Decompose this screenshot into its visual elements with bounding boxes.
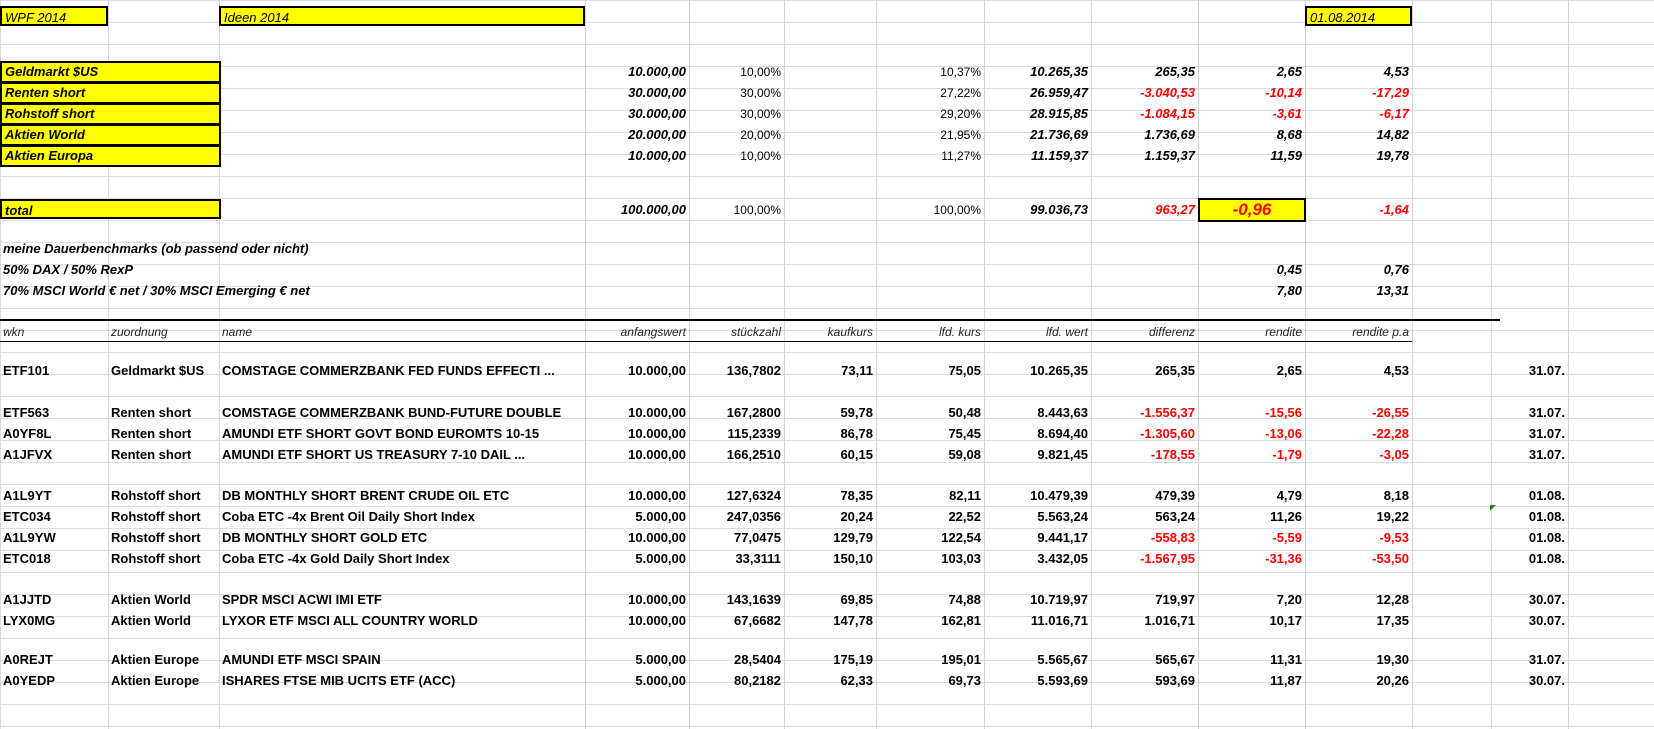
table-row-zuordnung[interactable]: Aktien Europe bbox=[111, 673, 200, 688]
summary-anfangswert[interactable]: 30.000,00 bbox=[628, 106, 686, 121]
col-header-lfd-kurs[interactable]: lfd. kurs bbox=[938, 325, 981, 339]
table-row-kaufkurs[interactable]: 62,33 bbox=[840, 673, 873, 688]
table-row-zuordnung[interactable]: Aktien World bbox=[111, 613, 191, 628]
summary-pct-start[interactable]: 30,00% bbox=[740, 107, 781, 121]
table-row-zuordnung[interactable]: Rohstoff short bbox=[111, 488, 201, 503]
header-top-border bbox=[0, 319, 1500, 321]
table-row-rendite[interactable]: -5,59 bbox=[1272, 530, 1302, 545]
summary-pct-start[interactable]: 30,00% bbox=[740, 86, 781, 100]
summary-rendite-pa[interactable]: 4,53 bbox=[1383, 64, 1409, 79]
table-row-rendite-pa[interactable]: 12,28 bbox=[1376, 592, 1409, 607]
col-header-rendite[interactable]: rendite bbox=[1265, 325, 1302, 339]
table-row-datum[interactable]: 31.07. bbox=[1528, 426, 1565, 441]
table-row-anfangswert[interactable]: 5.000,00 bbox=[635, 673, 686, 688]
table-row-datum[interactable]: 31.07. bbox=[1528, 447, 1565, 462]
col-header-kaufkurs[interactable]: kaufkurs bbox=[827, 325, 873, 339]
table-row-wkn[interactable]: A1L9YT bbox=[3, 488, 52, 503]
table-row-rendite[interactable]: 11,31 bbox=[1270, 652, 1302, 667]
summary-differenz[interactable]: -1.084,15 bbox=[1140, 106, 1195, 121]
table-row-datum[interactable]: 30.07. bbox=[1528, 613, 1565, 628]
summary-wert[interactable]: 21.736,69 bbox=[1030, 127, 1088, 142]
table-row-rendite-pa[interactable]: -22,28 bbox=[1372, 426, 1409, 441]
table-row-lfd-kurs[interactable]: 50,48 bbox=[948, 405, 981, 420]
summary-pct-current[interactable]: 11,27% bbox=[941, 149, 981, 163]
table-row-lfd-wert[interactable]: 11.016,71 bbox=[1030, 613, 1088, 628]
table-row-name[interactable]: AMUNDI ETF SHORT US TREASURY 7-10 DAIL ... bbox=[222, 447, 526, 462]
summary-rendite-pa[interactable]: -17,29 bbox=[1372, 85, 1409, 100]
table-row-wkn[interactable]: A0YEDP bbox=[3, 673, 56, 688]
table-row-lfd-kurs[interactable]: 122,54 bbox=[941, 530, 981, 545]
cell-benchmark-1-rendite[interactable]: 0,45 bbox=[1276, 262, 1302, 277]
table-row-anfangswert[interactable]: 5.000,00 bbox=[635, 509, 686, 524]
table-row-wkn[interactable]: A1JJTD bbox=[3, 592, 52, 607]
table-row-kaufkurs[interactable]: 78,35 bbox=[840, 488, 873, 503]
table-row-anfangswert[interactable]: 10.000,00 bbox=[628, 447, 686, 462]
table-row-rendite-pa[interactable]: 19,30 bbox=[1376, 652, 1409, 667]
table-row-lfd-wert[interactable]: 8.694,40 bbox=[1037, 426, 1088, 441]
cell-total-wert[interactable]: 99.036,73 bbox=[1030, 202, 1088, 217]
table-row-stueckzahl[interactable]: 28,5404 bbox=[734, 652, 781, 667]
col-header-anfangswert[interactable]: anfangswert bbox=[620, 325, 686, 339]
table-row-datum[interactable]: 01.08. bbox=[1528, 488, 1565, 503]
table-row-anfangswert[interactable]: 10.000,00 bbox=[628, 405, 686, 420]
table-row-lfd-wert[interactable]: 8.443,63 bbox=[1037, 405, 1088, 420]
table-row-wkn[interactable]: ETF563 bbox=[3, 405, 50, 420]
cell-wpf-title[interactable]: WPF 2014 bbox=[0, 6, 108, 26]
table-row-rendite-pa[interactable]: -9,53 bbox=[1379, 530, 1409, 545]
table-row-name[interactable]: DB MONTHLY SHORT BRENT CRUDE OIL ETC bbox=[222, 488, 510, 503]
table-row-differenz[interactable]: 719,97 bbox=[1155, 592, 1195, 607]
summary-pct-current[interactable]: 29,20% bbox=[940, 107, 981, 121]
table-row-datum[interactable]: 01.08. bbox=[1528, 551, 1565, 566]
table-row-anfangswert[interactable]: 10.000,00 bbox=[628, 592, 686, 607]
summary-pct-current[interactable]: 27,22% bbox=[940, 86, 981, 100]
cell-ideen-title[interactable]: Ideen 2014 bbox=[219, 6, 585, 26]
summary-label[interactable]: Geldmarkt $US bbox=[0, 61, 221, 83]
table-row-datum[interactable]: 01.08. bbox=[1528, 530, 1565, 545]
table-row-differenz[interactable]: 265,35 bbox=[1155, 363, 1195, 378]
table-row-wkn[interactable]: A1L9YW bbox=[3, 530, 56, 545]
cell-total-label[interactable]: total bbox=[0, 199, 221, 219]
table-row-anfangswert[interactable]: 10.000,00 bbox=[628, 488, 686, 503]
summary-differenz[interactable]: 265,35 bbox=[1155, 64, 1195, 79]
table-row-zuordnung[interactable]: Rohstoff short bbox=[111, 509, 201, 524]
summary-label[interactable]: Rohstoff short bbox=[0, 103, 221, 125]
summary-anfangswert[interactable]: 30.000,00 bbox=[628, 85, 686, 100]
table-row-differenz[interactable]: 565,67 bbox=[1155, 652, 1195, 667]
table-row-zuordnung[interactable]: Rohstoff short bbox=[111, 551, 201, 566]
summary-rendite-pa[interactable]: -6,17 bbox=[1379, 106, 1409, 121]
table-row-lfd-kurs[interactable]: 75,05 bbox=[948, 363, 981, 378]
table-row-name[interactable]: Coba ETC -4x Gold Daily Short Index bbox=[222, 551, 450, 566]
cell-total-pct1[interactable]: 100,00% bbox=[733, 203, 781, 217]
table-row-lfd-kurs[interactable]: 75,45 bbox=[948, 426, 981, 441]
summary-anfangswert[interactable]: 10.000,00 bbox=[628, 64, 686, 79]
table-row-differenz[interactable]: -178,55 bbox=[1150, 447, 1195, 462]
table-row-rendite-pa[interactable]: 8,18 bbox=[1383, 488, 1409, 503]
table-row-lfd-wert[interactable]: 10.479,39 bbox=[1030, 488, 1088, 503]
table-row-datum[interactable]: 30.07. bbox=[1528, 673, 1565, 688]
summary-label[interactable]: Renten short bbox=[0, 82, 221, 104]
table-row-zuordnung[interactable]: Renten short bbox=[111, 405, 192, 420]
table-row-stueckzahl[interactable]: 80,2182 bbox=[734, 673, 781, 688]
table-row-rendite[interactable]: 11,26 bbox=[1270, 509, 1302, 524]
table-row-kaufkurs[interactable]: 147,78 bbox=[833, 613, 873, 628]
table-row-anfangswert[interactable]: 5.000,00 bbox=[635, 652, 686, 667]
cell-date[interactable]: 01.08.2014 bbox=[1305, 6, 1412, 26]
table-row-lfd-kurs[interactable]: 74,88 bbox=[948, 592, 981, 607]
table-row-name[interactable]: LYXOR ETF MSCI ALL COUNTRY WORLD bbox=[222, 613, 478, 628]
table-row-anfangswert[interactable]: 5.000,00 bbox=[635, 551, 686, 566]
cell-total-pct2[interactable]: 100,00% bbox=[933, 203, 981, 217]
table-row-anfangswert[interactable]: 10.000,00 bbox=[628, 426, 686, 441]
table-row-lfd-kurs[interactable]: 82,11 bbox=[949, 488, 981, 503]
table-row-lfd-wert[interactable]: 3.432,05 bbox=[1037, 551, 1088, 566]
summary-wert[interactable]: 11.159,37 bbox=[1031, 148, 1088, 163]
table-row-lfd-wert[interactable]: 10.265,35 bbox=[1030, 363, 1088, 378]
table-row-datum[interactable]: 30.07. bbox=[1528, 592, 1565, 607]
table-row-kaufkurs[interactable]: 86,78 bbox=[840, 426, 873, 441]
table-row-kaufkurs[interactable]: 129,79 bbox=[833, 530, 873, 545]
summary-rendite[interactable]: 11,59 bbox=[1270, 148, 1302, 163]
table-row-differenz[interactable]: 593,69 bbox=[1155, 673, 1195, 688]
summary-label[interactable]: Aktien World bbox=[0, 124, 221, 146]
table-row-stueckzahl[interactable]: 77,0475 bbox=[734, 530, 781, 545]
col-header-stueckzahl[interactable]: stückzahl bbox=[730, 325, 781, 339]
table-row-datum[interactable]: 31.07. bbox=[1528, 405, 1565, 420]
grid-column-line bbox=[1412, 0, 1413, 729]
cell-total-anfangswert[interactable]: 100.000,00 bbox=[620, 202, 686, 217]
table-row-wkn[interactable]: LYX0MG bbox=[3, 613, 56, 628]
table-row-wkn[interactable]: A0REJT bbox=[3, 652, 53, 667]
table-row-zuordnung[interactable]: Aktien World bbox=[111, 592, 191, 607]
table-row-rendite-pa[interactable]: -26,55 bbox=[1372, 405, 1409, 420]
table-row-zuordnung[interactable]: Aktien Europe bbox=[111, 652, 200, 667]
summary-rendite[interactable]: -10,14 bbox=[1265, 85, 1302, 100]
table-row-wkn[interactable]: ETF101 bbox=[3, 363, 50, 378]
summary-anfangswert[interactable]: 10.000,00 bbox=[628, 148, 686, 163]
table-row-lfd-wert[interactable]: 5.563,24 bbox=[1037, 509, 1088, 524]
table-row-differenz[interactable]: -1.305,60 bbox=[1140, 426, 1195, 441]
table-row-name[interactable]: DB MONTHLY SHORT GOLD ETC bbox=[222, 530, 428, 545]
table-row-rendite[interactable]: -15,56 bbox=[1265, 405, 1302, 420]
cell-benchmark-2-rendite[interactable]: 7,80 bbox=[1276, 283, 1302, 298]
grid-column-line bbox=[1568, 0, 1569, 729]
summary-anfangswert[interactable]: 20.000,00 bbox=[628, 127, 686, 142]
table-row-zuordnung[interactable]: Renten short bbox=[111, 426, 192, 441]
table-row-lfd-kurs[interactable]: 195,01 bbox=[941, 652, 981, 667]
summary-pct-start[interactable]: 20,00% bbox=[740, 128, 781, 142]
table-row-name[interactable]: AMUNDI ETF MSCI SPAIN bbox=[222, 652, 381, 667]
cell-benchmark-title[interactable]: meine Dauerbenchmarks (ob passend oder nicht) bbox=[3, 241, 309, 256]
summary-differenz[interactable]: 1.159,37 bbox=[1144, 148, 1195, 163]
table-row-stueckzahl[interactable]: 127,6324 bbox=[726, 488, 781, 503]
table-row-zuordnung[interactable]: Rohstoff short bbox=[111, 530, 201, 545]
table-row-differenz[interactable]: -1.556,37 bbox=[1140, 405, 1195, 420]
table-row-name[interactable]: Coba ETC -4x Brent Oil Daily Short Index bbox=[222, 509, 475, 524]
table-row-rendite[interactable]: 4,79 bbox=[1276, 488, 1302, 503]
table-row-lfd-kurs[interactable]: 162,81 bbox=[941, 613, 981, 628]
summary-rendite[interactable]: 2,65 bbox=[1276, 64, 1302, 79]
table-row-name[interactable]: SPDR MSCI ACWI IMI ETF bbox=[222, 592, 382, 607]
cell-total-rendite[interactable]: -0,96 bbox=[1198, 198, 1306, 222]
table-row-kaufkurs[interactable]: 150,10 bbox=[833, 551, 873, 566]
table-row-stueckzahl[interactable]: 166,2510 bbox=[726, 447, 781, 462]
table-row-zuordnung[interactable]: Renten short bbox=[111, 447, 192, 462]
summary-differenz[interactable]: -3.040,53 bbox=[1140, 85, 1195, 100]
table-row-differenz[interactable]: 563,24 bbox=[1155, 509, 1195, 524]
table-row-name[interactable]: COMSTAGE COMMERZBANK FED FUNDS EFFECTI ... bbox=[222, 363, 555, 378]
table-row-lfd-wert[interactable]: 9.821,45 bbox=[1037, 447, 1088, 462]
table-row-rendite-pa[interactable]: 20,26 bbox=[1376, 673, 1409, 688]
cell-total-rendite-pa[interactable]: -1,64 bbox=[1379, 202, 1409, 217]
table-row-rendite-pa[interactable]: 17,35 bbox=[1376, 613, 1409, 628]
summary-wert[interactable]: 28.915,85 bbox=[1030, 106, 1088, 121]
summary-pct-start[interactable]: 10,00% bbox=[740, 65, 781, 79]
table-row-datum[interactable]: 31.07. bbox=[1528, 652, 1565, 667]
table-row-kaufkurs[interactable]: 69,85 bbox=[840, 592, 873, 607]
table-row-lfd-wert[interactable]: 5.565,67 bbox=[1037, 652, 1088, 667]
summary-wert[interactable]: 10.265,35 bbox=[1030, 64, 1088, 79]
col-header-differenz[interactable]: differenz bbox=[1148, 325, 1195, 339]
table-row-rendite[interactable]: 11,87 bbox=[1270, 673, 1302, 688]
table-row-stueckzahl[interactable]: 33,3111 bbox=[735, 551, 781, 566]
cell-benchmark-1-label[interactable]: 50% DAX / 50% RexP bbox=[3, 262, 134, 277]
table-row-anfangswert[interactable]: 10.000,00 bbox=[628, 363, 686, 378]
table-row-lfd-kurs[interactable]: 59,08 bbox=[948, 447, 981, 462]
summary-rendite[interactable]: 8,68 bbox=[1276, 127, 1302, 142]
table-row-stueckzahl[interactable]: 136,7802 bbox=[726, 363, 781, 378]
table-row-lfd-kurs[interactable]: 69,73 bbox=[948, 673, 981, 688]
table-row-name[interactable]: ISHARES FTSE MIB UCITS ETF (ACC) bbox=[222, 673, 456, 688]
summary-rendite[interactable]: -3,61 bbox=[1272, 106, 1302, 121]
table-row-datum[interactable]: 31.07. bbox=[1528, 363, 1565, 378]
table-row-lfd-kurs[interactable]: 103,03 bbox=[941, 551, 981, 566]
cell-total-diff[interactable]: 963,27 bbox=[1155, 202, 1195, 217]
table-row-kaufkurs[interactable]: 73,11 bbox=[841, 363, 873, 378]
table-row-wkn[interactable]: A0YF8L bbox=[3, 426, 52, 441]
table-row-zuordnung[interactable]: Geldmarkt $US bbox=[111, 363, 205, 378]
table-row-rendite[interactable]: -13,06 bbox=[1265, 426, 1302, 441]
table-row-differenz[interactable]: 479,39 bbox=[1155, 488, 1195, 503]
summary-differenz[interactable]: 1.736,69 bbox=[1144, 127, 1195, 142]
table-row-kaufkurs[interactable]: 20,24 bbox=[840, 509, 873, 524]
table-row-rendite[interactable]: 10,17 bbox=[1269, 613, 1302, 628]
table-row-rendite-pa[interactable]: 4,53 bbox=[1383, 363, 1409, 378]
table-row-differenz[interactable]: 1.016,71 bbox=[1144, 613, 1195, 628]
table-row-stueckzahl[interactable]: 115,2339 bbox=[727, 426, 781, 441]
table-row-wkn[interactable]: ETC034 bbox=[3, 509, 51, 524]
table-row-name[interactable]: COMSTAGE COMMERZBANK BUND-FUTURE DOUBLE bbox=[222, 405, 562, 420]
table-row-rendite-pa[interactable]: -53,50 bbox=[1372, 551, 1409, 566]
cell-benchmark-1-rendite-pa[interactable]: 0,76 bbox=[1383, 262, 1409, 277]
table-row-differenz[interactable]: -1.567,95 bbox=[1140, 551, 1195, 566]
summary-wert[interactable]: 26.959,47 bbox=[1030, 85, 1088, 100]
table-row-kaufkurs[interactable]: 175,19 bbox=[833, 652, 873, 667]
table-row-wkn[interactable]: ETC018 bbox=[3, 551, 51, 566]
summary-pct-current[interactable]: 21,95% bbox=[940, 128, 981, 142]
summary-pct-current[interactable]: 10,37% bbox=[940, 65, 981, 79]
table-row-rendite-pa[interactable]: -3,05 bbox=[1379, 447, 1409, 462]
table-row-stueckzahl[interactable]: 167,2800 bbox=[726, 405, 781, 420]
summary-rendite-pa[interactable]: 14,82 bbox=[1376, 127, 1409, 142]
table-row-rendite[interactable]: -1,79 bbox=[1272, 447, 1302, 462]
table-row-rendite[interactable]: 7,20 bbox=[1276, 592, 1302, 607]
table-row-lfd-wert[interactable]: 9.441,17 bbox=[1037, 530, 1088, 545]
col-header-name[interactable]: name bbox=[222, 325, 253, 339]
table-row-rendite[interactable]: -31,36 bbox=[1265, 551, 1302, 566]
table-row-lfd-wert[interactable]: 10.719,97 bbox=[1030, 592, 1088, 607]
summary-pct-start[interactable]: 10,00% bbox=[740, 149, 781, 163]
summary-rendite-pa[interactable]: 19,78 bbox=[1376, 148, 1409, 163]
table-row-anfangswert[interactable]: 10.000,00 bbox=[628, 613, 686, 628]
table-row-anfangswert[interactable]: 10.000,00 bbox=[628, 530, 686, 545]
table-row-kaufkurs[interactable]: 60,15 bbox=[840, 447, 873, 462]
cell-benchmark-2-label[interactable]: 70% MSCI World € net / 30% MSCI Emerging € net bbox=[3, 283, 310, 298]
table-row-name[interactable]: AMUNDI ETF SHORT GOVT BOND EUROMTS 10-15 bbox=[222, 426, 540, 441]
table-row-stueckzahl[interactable]: 67,6682 bbox=[734, 613, 781, 628]
col-header-zuordnung[interactable]: zuordnung bbox=[111, 325, 168, 339]
table-row-stueckzahl[interactable]: 247,0356 bbox=[726, 509, 781, 524]
header-bottom-border bbox=[0, 341, 1412, 342]
table-row-lfd-wert[interactable]: 5.593,69 bbox=[1037, 673, 1088, 688]
col-header-lfd-wert[interactable]: lfd. wert bbox=[1045, 325, 1088, 339]
col-header-wkn[interactable]: wkn bbox=[3, 325, 25, 339]
table-row-lfd-kurs[interactable]: 22,52 bbox=[948, 509, 981, 524]
table-row-rendite[interactable]: 2,65 bbox=[1276, 363, 1302, 378]
table-row-stueckzahl[interactable]: 143,1639 bbox=[726, 592, 781, 607]
summary-label[interactable]: Aktien Europa bbox=[0, 145, 221, 167]
table-row-datum[interactable]: 01.08. bbox=[1528, 509, 1565, 524]
col-header-rendite-pa[interactable]: rendite p.a bbox=[1352, 325, 1409, 339]
table-row-differenz[interactable]: -558,83 bbox=[1150, 530, 1195, 545]
table-row-rendite-pa[interactable]: 19,22 bbox=[1376, 509, 1409, 524]
table-row-kaufkurs[interactable]: 59,78 bbox=[840, 405, 873, 420]
cell-benchmark-2-rendite-pa[interactable]: 13,31 bbox=[1376, 283, 1409, 298]
table-row-wkn[interactable]: A1JFVX bbox=[3, 447, 53, 462]
